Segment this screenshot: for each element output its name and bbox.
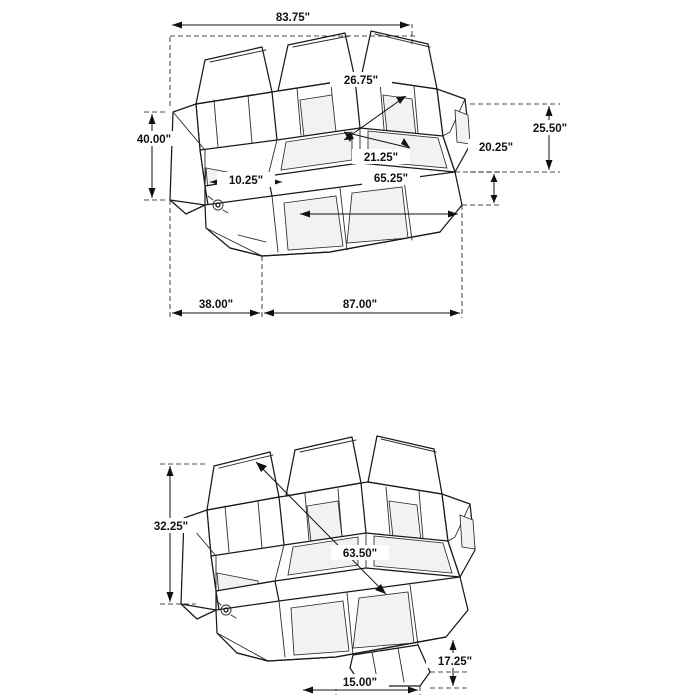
dim-loveseat-height-label: 32.25" [153, 521, 189, 533]
dim-overall-height-label: 40.00" [136, 134, 172, 146]
dim-seat-height-back-label: 25.50" [532, 123, 568, 135]
dim-depth-left-label: 38.00" [198, 299, 234, 311]
dim-seat-width-label: 65.25" [373, 173, 409, 185]
dim-seat-height-label: 20.25" [478, 142, 514, 154]
bottom-view-sofa-illustration [181, 436, 475, 686]
dim-depth-total-label: 87.00" [342, 299, 378, 311]
dim-arm-width-label: 10.25" [228, 175, 264, 187]
dim-footrest-depth-label: 15.00" [342, 677, 378, 689]
dim-seat-height-back [522, 106, 578, 170]
dim-loveseat-seat-width-label: 63.50" [342, 548, 378, 560]
dim-overall-width [172, 9, 410, 29]
dim-seat-back-diagonal-label: 26.75" [343, 75, 379, 87]
dim-seat-height [468, 139, 524, 203]
top-view-sofa-illustration [170, 31, 470, 256]
dim-footrest-height-label: 17.25" [437, 656, 473, 668]
dim-seat-depth-diagonal-label: 21.25" [363, 152, 399, 164]
dim-depth-left [172, 296, 260, 317]
dim-depth-total [264, 296, 460, 317]
dim-overall-width-label: 83.75" [275, 12, 311, 24]
dim-arm-width [210, 172, 282, 187]
dim-footrest-height [426, 640, 484, 686]
